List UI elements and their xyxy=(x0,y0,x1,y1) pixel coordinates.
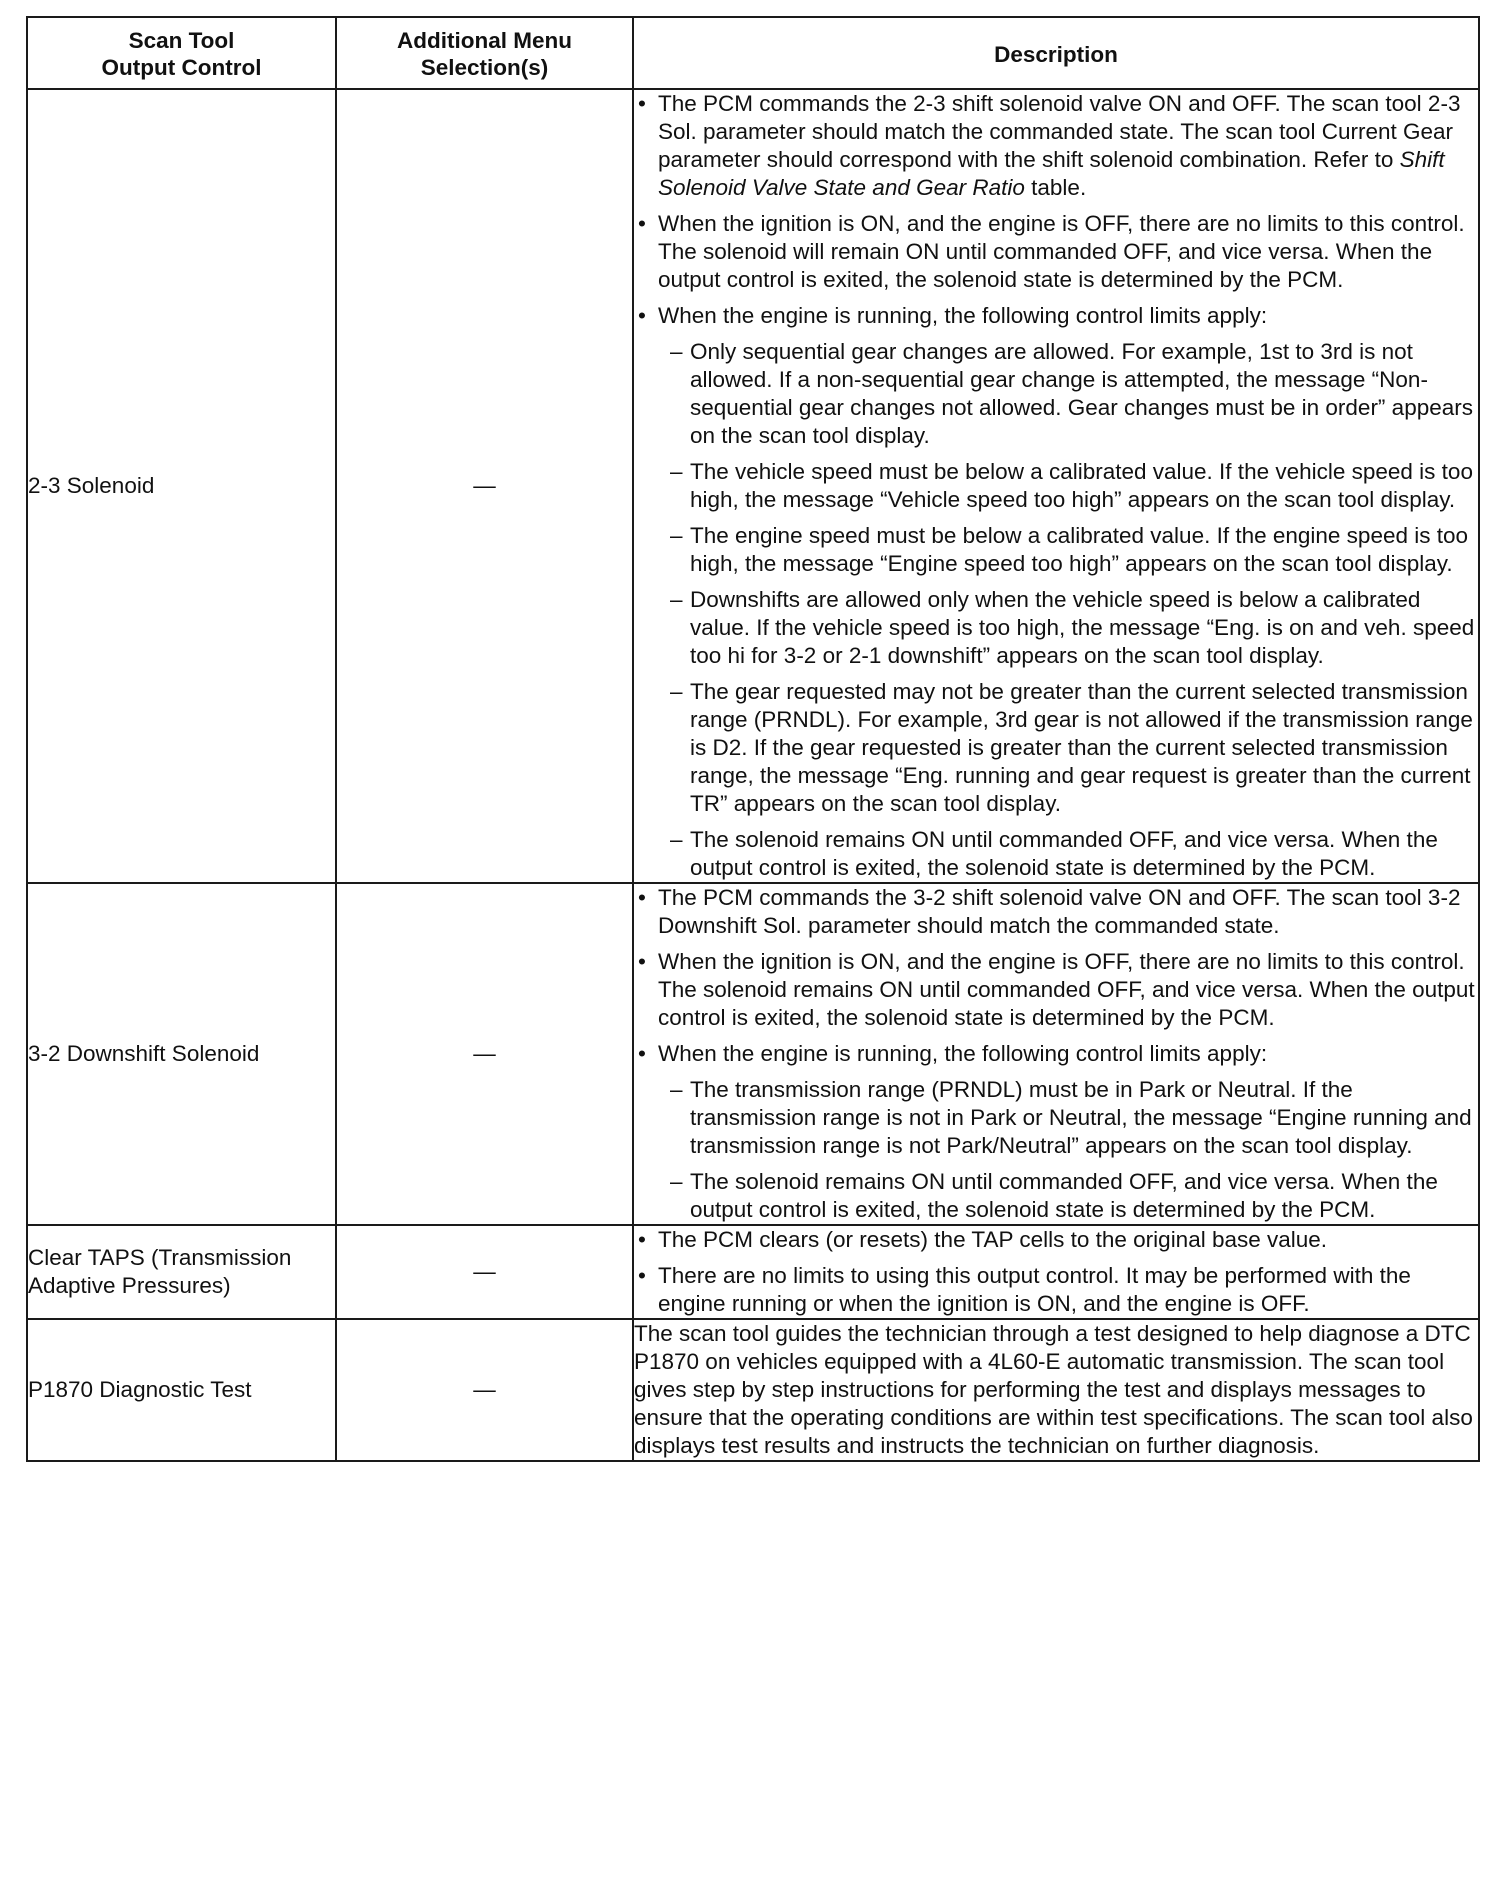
dash-item: – The engine speed must be below a calibrated value. If the engine speed is too high, the message “Engine speed too high” appears on the scan tool display. xyxy=(658,522,1478,578)
bullet-item xyxy=(634,1040,1478,1224)
output-control-cell: 2-3 Solenoid xyxy=(27,89,336,883)
bullet-item xyxy=(634,90,1478,202)
bullet-text: When the engine is running, the following control limits apply: xyxy=(658,303,1268,328)
header-col2-line2: Selection(s) xyxy=(420,55,549,80)
table-row xyxy=(27,89,1479,883)
dash-list xyxy=(658,338,1478,882)
table-reference: Shift Solenoid Valve State and Gear Ratio xyxy=(658,147,1445,200)
bullet-item: • There are no limits to using this output control. It may be performed with the engine running or when the ignition is ON, and the engine is OFF. xyxy=(634,1262,1478,1318)
bullet-list xyxy=(634,90,1478,882)
dash-item: – The solenoid remains ON until commanded OFF, and vice versa. When the output control is exited, the solenoid state is determined by the PCM. xyxy=(658,826,1478,882)
bullet-text: table. xyxy=(1024,175,1087,200)
header-additional-menu-selections xyxy=(336,17,633,89)
bullet-text: When the engine is running, the following control limits apply: xyxy=(658,1041,1268,1066)
menu-selection-cell: — xyxy=(336,1319,633,1461)
dash-list xyxy=(658,1076,1478,1224)
dash-item: – The transmission range (PRNDL) must be in Park or Neutral. If the transmission range is not in Park or Neutral, the message “Engine running and transmission range is not Park/Neutral” appears on the scan tool display. xyxy=(658,1076,1478,1160)
output-control-table xyxy=(26,16,1480,1462)
table-row xyxy=(27,1319,1479,1461)
description-cell: The scan tool guides the technician through a test designed to help diagnose a DTC P1870 on vehicles equipped with a 4L60-E automatic transmission. The scan tool gives step by step instructions for performing the test and displays messages to ensure that the operating conditions are within test specifications. The scan tool also displays test results and instructs the technician on further diagnosis. xyxy=(633,1319,1479,1461)
bullet-item: • When the ignition is ON, and the engine is OFF, there are no limits to this control. The solenoid will remain ON until commanded OFF, and vice versa. When the output control is exited, the solenoid state is determined by the PCM. xyxy=(634,210,1478,294)
dash-item: – Downshifts are allowed only when the vehicle speed is below a calibrated value. If the vehicle speed is too high, the message “Eng. is on and veh. speed too hi for 3-2 or 2-1 downshift” appears on the scan tool display. xyxy=(658,586,1478,670)
header-scan-tool-output-control xyxy=(27,17,336,89)
description-cell xyxy=(633,1225,1479,1319)
bullet-item: • The PCM commands the 3-2 shift solenoid valve ON and OFF. The scan tool 3-2 Downshift Sol. parameter should match the commanded state. xyxy=(634,884,1478,940)
dash-item: – The gear requested may not be greater than the current selected transmission range (PRNDL). For example, 3rd gear is not allowed if the transmission range is D2. If the gear requested is greater than the current selected transmission range, the message “Eng. running and gear request is greater than the current TR” appears on the scan tool display. xyxy=(658,678,1478,818)
description-cell xyxy=(633,883,1479,1225)
dash-item: – The solenoid remains ON until commanded OFF, and vice versa. When the output control is exited, the solenoid state is determined by the PCM. xyxy=(658,1168,1478,1224)
bullet-list xyxy=(634,1226,1478,1318)
header-description: Description xyxy=(633,17,1479,89)
bullet-item xyxy=(634,302,1478,882)
bullet-item: • The PCM clears (or resets) the TAP cells to the original base value. xyxy=(634,1226,1478,1254)
menu-selection-cell: — xyxy=(336,1225,633,1319)
output-control-cell: P1870 Diagnostic Test xyxy=(27,1319,336,1461)
output-control-cell: 3-2 Downshift Solenoid xyxy=(27,883,336,1225)
menu-selection-cell: — xyxy=(336,89,633,883)
menu-selection-cell: — xyxy=(336,883,633,1225)
bullet-list xyxy=(634,884,1478,1224)
table-row xyxy=(27,883,1479,1225)
table-row xyxy=(27,1225,1479,1319)
bullet-item: • When the ignition is ON, and the engine is OFF, there are no limits to this control. The solenoid remains ON until commanded OFF, and vice versa. When the output control is exited, the solenoid state is determined by the PCM. xyxy=(634,948,1478,1032)
dash-item: – Only sequential gear changes are allowed. For example, 1st to 3rd is not allowed. If a non-sequential gear change is attempted, the message “Non-sequential gear changes not allowed. Gear changes must be in order” appears on the scan tool display. xyxy=(658,338,1478,450)
header-col1-line2: Output Control xyxy=(101,55,262,80)
header-row xyxy=(27,17,1479,89)
dash-item: – The vehicle speed must be below a calibrated value. If the vehicle speed is too high, the message “Vehicle speed too high” appears on the scan tool display. xyxy=(658,458,1478,514)
header-col1-line1: Scan Tool xyxy=(128,28,235,53)
header-col2-line1: Additional Menu xyxy=(397,28,572,53)
description-cell xyxy=(633,89,1479,883)
bullet-text: The PCM commands the 2-3 shift solenoid valve ON and OFF. The scan tool 2-3 Sol. parameter should match the commanded state. The scan tool Current Gear parameter should correspond with the shift solenoid combination. Refer to xyxy=(658,91,1461,172)
output-control-cell: Clear TAPS (Transmission Adaptive Pressures) xyxy=(27,1225,336,1319)
